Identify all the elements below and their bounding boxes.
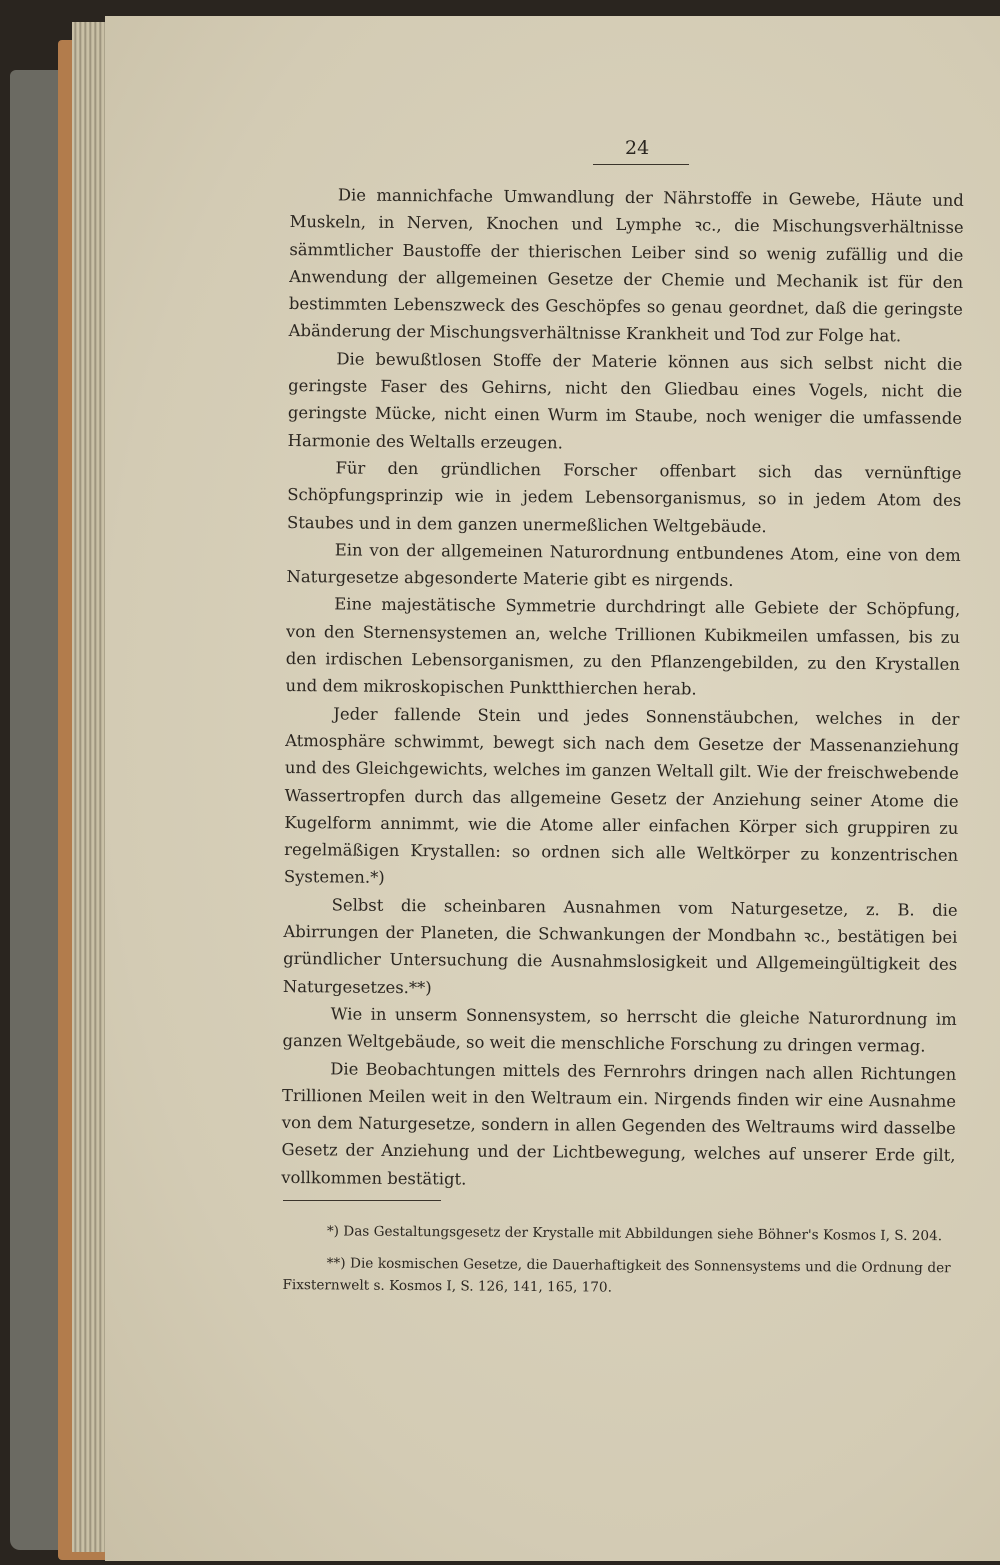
paragraph: Wie in unserm Sonnensystem, so herrscht die gleiche Naturordnung im ganzen Weltgebäude, so weit die menschliche Forschung zu dringen vermag. <box>282 1004 957 1056</box>
paragraph: Die Beobachtungen mittels des Fernrohrs dringen nach allen Richtungen Trillionen Meilen weit in den Weltraum ein. Nirgends finden wir eine Ausnahme von dem Naturgesetze, sondern in allen Gegenden des Weltraums wird dasselbe Gesetz der Anziehung und der Lichtbewegung, welches auf unserer Erde gilt, vollkommen bestätigt. <box>281 1058 957 1189</box>
paragraph: Eine majestätische Symmetrie durchdringt alle Gebiete der Schöpfung, von den Sternensystemen an, welche Trillionen Kubikmeilen umfassen, bis zu den irdischen Lebensorganismen, zu den Pflanzengebilden, zu den Krystallen und dem mikroskopischen Punktthierchen herab. <box>285 594 961 699</box>
paragraph: Selbst die scheinbaren Ausnahmen vom Naturgesetze, z. B. die Abirrungen der Planeten, die Schwankungen der Mondbahn ꝛc., bestätigen bei gründlicher Untersuchung die Ausnahmslosigkeit und Allgemeingültigkeit des Naturgesetzes.**) <box>282 895 958 997</box>
header-rule <box>593 164 689 165</box>
paragraph: Die bewußtlosen Stoffe der Materie können aus sich selbst nicht die geringste Faser des Gehirns, nicht den Gliedbau eines Vogels, nicht die geringste Mücke, nicht einen Wurm im Staube, noch weniger die umfassende Harmonie des Weltalls erzeugen. <box>287 349 963 453</box>
footnote: **) Die kosmischen Gesetze, die Dauerhaftigkeit des Sonnensystems und die Ordnung der Fixsternwelt s. Kosmos I, S. 126, 141, 165, 170. <box>282 1255 951 1296</box>
body-text <box>281 181 964 1197</box>
footnote-rule <box>283 1200 441 1201</box>
paragraph: Jeder fallende Stein und jedes Sonnenstäubchen, welches in der Atmosphäre schwimmt, bewegt sich nach dem Gesetze der Massenanziehung und des Gleichgewichts, welches im ganzen Weltall gilt. Wie der freischwebende Wassertropfen durch das allgemeine Gesetz der Anziehung seiner Atome die Kugelform annimmt, wie die Atome aller einfachen Körper sich gruppiren zu regelmäßigen Krystallen: so ordnen sich alle Weltkörper zu konzentrischen Systemen.*) <box>283 704 960 888</box>
paragraph: Für den gründlichen Forscher offenbart sich das vernünftige Schöpfungsprinzip wie in jedem Lebensorganismus, so in jedem Atom des Staubes und in dem ganzen unermeßlichen Weltgebäude. <box>286 458 962 536</box>
footnote: *) Das Gestaltungsgesetz der Krystalle mit Abbildungen siehe Böhner's Kosmos I, S. 204. <box>326 1223 943 1245</box>
paragraph: Ein von der allgemeinen Naturordnung entbundenes Atom, eine von dem Naturgesetze abgesonderte Materie gibt es nirgends. <box>286 540 961 591</box>
page-number: 24 <box>625 137 650 159</box>
footnotes <box>282 1220 951 1311</box>
paragraph: Die mannichfache Umwandlung der Nährstoffe in Gewebe, Häute und Muskeln, in Nerven, Knochen und Lymphe ꝛc., die Mischungsverhältnisse sämmtlicher Baustoffe der thierischen Leiber sind so wenig zufällig und die Anwendung der allgemeinen Gesetze der Chemie und Mechanik ist für den bestimmten Lebenszweck des Geschöpfes so genau geordnet, daß die geringste Abänderung der Mischungsverhältnisse Krankheit und Tod zur Folge hat. <box>288 185 964 346</box>
